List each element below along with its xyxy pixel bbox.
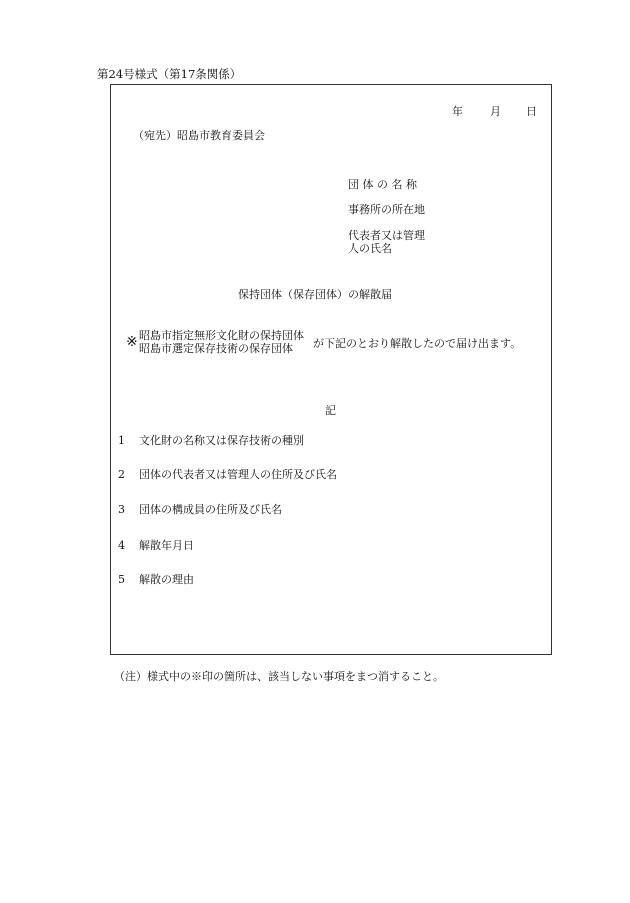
date-day[interactable]: 日 [526,105,537,118]
date-line [452,103,537,119]
form-number: 第24号様式（第17条関係） [97,67,242,81]
option-holder-group[interactable]: 昭島市指定無形文化財の保持団体 [139,329,304,342]
statement-text: が下記のとおり解散したので届け出ます。 [313,337,522,350]
list-item [118,571,194,587]
asterisk-mark: ※ [126,334,138,350]
date-year[interactable]: 年 [452,105,463,118]
list-item [118,432,304,448]
item-label: 解散年月日 [139,539,194,552]
representative-label-line2: 人の氏名 [348,242,392,255]
office-location-label: 事務所の所在地 [348,203,425,216]
item-number: 1 [118,434,125,447]
document-title: 保持団体（保存団体）の解散届 [238,288,392,301]
representative-label [348,229,425,255]
item-number: 5 [118,573,125,586]
item-label: 団体の代表者又は管理人の住所及び氏名 [139,468,337,481]
footnote: （注）様式中の※印の箇所は、該当しない事項をまつ消すること。 [114,670,444,683]
holder-type-options [139,329,304,355]
list-item [118,501,282,517]
org-name-label: 団 体 の 名 称 [348,178,417,191]
list-item [118,466,337,482]
item-number: 4 [118,539,125,552]
item-label: 文化財の名称又は保存技術の種別 [139,434,304,447]
addressee: （宛先）昭島市教育委員会 [133,129,265,142]
item-label: 解散の理由 [139,573,194,586]
item-number: 3 [118,503,125,516]
representative-label-line1: 代表者又は管理 [348,229,425,242]
form-frame [110,84,552,655]
option-preservation-group[interactable]: 昭島市選定保存技術の保存団体 [139,342,293,355]
item-number: 2 [118,468,125,481]
date-month[interactable]: 月 [490,105,501,118]
item-label: 団体の構成員の住所及び氏名 [139,503,282,516]
list-item [118,537,194,553]
ki-heading: 記 [325,404,336,417]
